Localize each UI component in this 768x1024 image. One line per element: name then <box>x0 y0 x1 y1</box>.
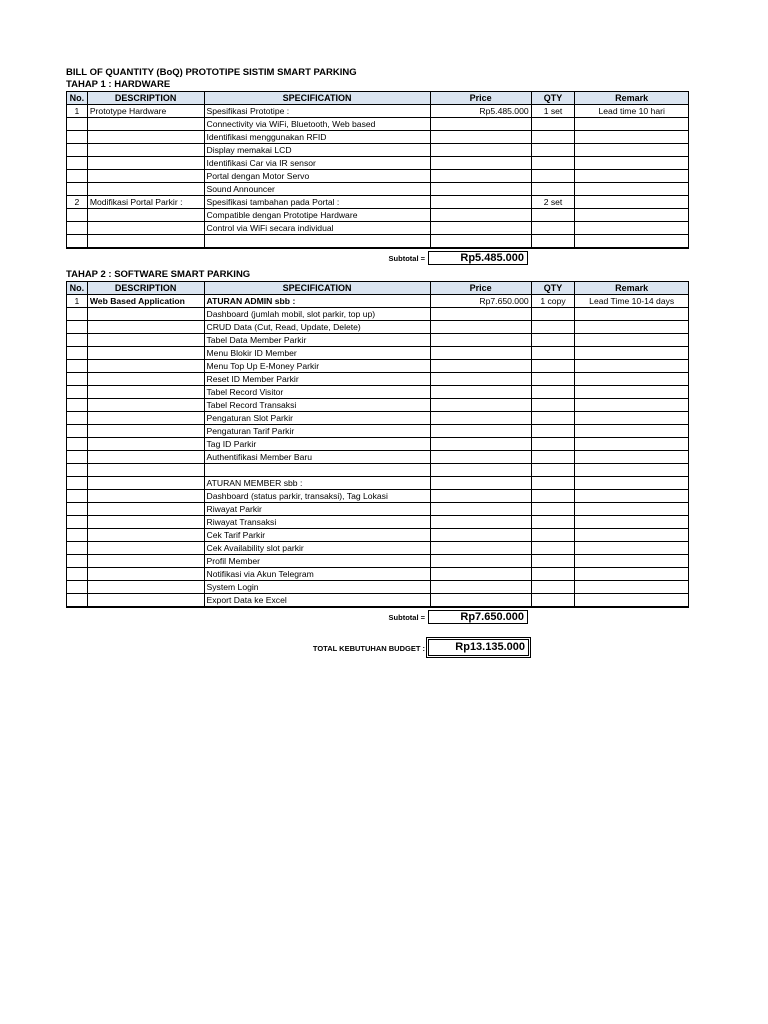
table-row <box>67 209 689 222</box>
row-qty <box>531 386 575 399</box>
row-specification <box>204 464 430 477</box>
row-number <box>67 334 88 347</box>
row-number <box>67 451 88 464</box>
row-description <box>87 438 204 451</box>
row-remark <box>575 503 689 516</box>
row-specification <box>204 235 430 249</box>
row-number <box>67 360 88 373</box>
row-qty: 2 set <box>531 196 575 209</box>
table-row <box>67 196 689 209</box>
table-row <box>67 438 689 451</box>
table-row <box>67 157 689 170</box>
subtotal-label: Subtotal = <box>388 254 425 263</box>
col-header-description: DESCRIPTION <box>87 92 204 105</box>
row-remark <box>575 347 689 360</box>
row-description <box>87 235 204 249</box>
table-row <box>67 295 689 308</box>
table-row <box>67 386 689 399</box>
row-price <box>430 157 531 170</box>
row-price <box>430 183 531 196</box>
subtotal-value: Rp7.650.000 <box>428 610 528 624</box>
table-row <box>67 118 689 131</box>
row-description <box>87 118 204 131</box>
table-row <box>67 222 689 235</box>
row-description <box>87 157 204 170</box>
row-specification: Identifikasi Car via IR sensor <box>204 157 430 170</box>
row-qty <box>531 581 575 594</box>
row-specification: CRUD Data (Cut, Read, Update, Delete) <box>204 321 430 334</box>
row-specification: System Login <box>204 581 430 594</box>
row-specification: Sound Announcer <box>204 183 430 196</box>
row-description <box>87 464 204 477</box>
total-budget <box>66 638 689 660</box>
row-specification: Pengaturan Tarif Parkir <box>204 425 430 438</box>
row-number <box>67 131 88 144</box>
row-specification: Cek Tarif Parkir <box>204 529 430 542</box>
row-qty <box>531 503 575 516</box>
stage2-rows <box>67 295 689 608</box>
row-specification: Tag ID Parkir <box>204 438 430 451</box>
row-description <box>87 308 204 321</box>
table-row <box>67 425 689 438</box>
row-specification: Riwayat Parkir <box>204 503 430 516</box>
row-number <box>67 594 88 608</box>
row-remark <box>575 321 689 334</box>
row-number <box>67 321 88 334</box>
col-header-no: No. <box>67 92 88 105</box>
table-row <box>67 321 689 334</box>
row-qty <box>531 373 575 386</box>
row-qty <box>531 438 575 451</box>
row-specification: Profil Member <box>204 555 430 568</box>
row-description <box>87 360 204 373</box>
col-header-qty: QTY <box>531 282 575 295</box>
row-price <box>430 222 531 235</box>
row-description <box>87 412 204 425</box>
row-description <box>87 477 204 490</box>
row-remark: Lead Time 10-14 days <box>575 295 689 308</box>
row-specification: Menu Blokir ID Member <box>204 347 430 360</box>
table-row <box>67 235 689 249</box>
col-header-description: DESCRIPTION <box>87 282 204 295</box>
table-row <box>67 144 689 157</box>
row-specification: Spesifikasi Prototipe : <box>204 105 430 118</box>
row-remark <box>575 209 689 222</box>
row-description <box>87 503 204 516</box>
row-remark <box>575 412 689 425</box>
row-qty <box>531 555 575 568</box>
row-description <box>87 386 204 399</box>
total-budget-label: TOTAL KEBUTUHAN BUDGET : <box>312 644 425 653</box>
row-specification: Control via WiFi secara individual <box>204 222 430 235</box>
stage1-subtotal <box>66 249 689 269</box>
row-price <box>430 516 531 529</box>
row-description <box>87 490 204 503</box>
row-price <box>430 118 531 131</box>
table-row <box>67 451 689 464</box>
row-price <box>430 490 531 503</box>
row-price <box>430 581 531 594</box>
row-specification: Pengaturan Slot Parkir <box>204 412 430 425</box>
table-header-row <box>67 92 689 105</box>
row-description <box>87 555 204 568</box>
row-qty <box>531 308 575 321</box>
col-header-price: Price <box>430 282 531 295</box>
table-row <box>67 347 689 360</box>
stage1-title: TAHAP 1 : HARDWARE <box>66 79 171 90</box>
row-number <box>67 399 88 412</box>
row-number <box>67 555 88 568</box>
row-qty <box>531 118 575 131</box>
row-number <box>67 386 88 399</box>
col-header-specification: SPECIFICATION <box>204 282 430 295</box>
row-specification: Spesifikasi tambahan pada Portal : <box>204 196 430 209</box>
row-qty <box>531 594 575 608</box>
subtotal-value: Rp5.485.000 <box>428 251 528 265</box>
row-remark <box>575 144 689 157</box>
row-remark <box>575 196 689 209</box>
row-specification: Tabel Record Visitor <box>204 386 430 399</box>
row-price <box>430 412 531 425</box>
row-price <box>430 321 531 334</box>
table-row <box>67 568 689 581</box>
table-row <box>67 516 689 529</box>
row-description <box>87 183 204 196</box>
row-specification: ATURAN ADMIN sbb : <box>204 295 430 308</box>
row-qty <box>531 183 575 196</box>
row-number: 1 <box>67 295 88 308</box>
row-qty <box>531 347 575 360</box>
row-number <box>67 118 88 131</box>
row-price <box>430 347 531 360</box>
row-remark <box>575 490 689 503</box>
table-row <box>67 131 689 144</box>
row-qty <box>531 131 575 144</box>
table-row <box>67 170 689 183</box>
table-row <box>67 477 689 490</box>
row-specification: Dashboard (jumlah mobil, slot parkir, top up) <box>204 308 430 321</box>
row-number <box>67 425 88 438</box>
row-price <box>430 477 531 490</box>
stage2-table <box>66 281 689 608</box>
row-description <box>87 399 204 412</box>
row-number <box>67 529 88 542</box>
row-description <box>87 516 204 529</box>
row-number: 2 <box>67 196 88 209</box>
stage1-table <box>66 91 689 249</box>
row-number <box>67 542 88 555</box>
row-number <box>67 503 88 516</box>
row-specification: Tabel Data Member Parkir <box>204 334 430 347</box>
row-remark <box>575 555 689 568</box>
stage1-rows <box>67 105 689 249</box>
row-price <box>430 386 531 399</box>
row-qty <box>531 529 575 542</box>
row-remark <box>575 360 689 373</box>
row-number <box>67 373 88 386</box>
row-price <box>430 196 531 209</box>
row-specification: Display memakai LCD <box>204 144 430 157</box>
row-price <box>430 451 531 464</box>
row-number <box>67 477 88 490</box>
row-specification: Connectivity via WiFi, Bluetooth, Web based <box>204 118 430 131</box>
row-number <box>67 170 88 183</box>
row-price <box>430 360 531 373</box>
table-row <box>67 594 689 608</box>
row-number <box>67 568 88 581</box>
row-remark <box>575 131 689 144</box>
row-remark <box>575 568 689 581</box>
col-header-price: Price <box>430 92 531 105</box>
row-number <box>67 209 88 222</box>
row-qty <box>531 360 575 373</box>
row-description <box>87 594 204 608</box>
row-qty: 1 set <box>531 105 575 118</box>
table-row <box>67 105 689 118</box>
row-price <box>430 438 531 451</box>
row-price <box>430 209 531 222</box>
row-description <box>87 144 204 157</box>
row-number <box>67 157 88 170</box>
row-specification: Authentifikasi Member Baru <box>204 451 430 464</box>
row-description: Modifikasi Portal Parkir : <box>87 196 204 209</box>
row-specification: Portal dengan Motor Servo <box>204 170 430 183</box>
table-row <box>67 581 689 594</box>
row-qty <box>531 516 575 529</box>
table-row <box>67 555 689 568</box>
row-qty <box>531 170 575 183</box>
row-qty <box>531 209 575 222</box>
row-remark <box>575 235 689 249</box>
row-description <box>87 131 204 144</box>
row-qty <box>531 144 575 157</box>
row-number <box>67 516 88 529</box>
row-price <box>430 235 531 249</box>
row-number <box>67 490 88 503</box>
col-header-remark: Remark <box>575 92 689 105</box>
row-remark <box>575 183 689 196</box>
row-number <box>67 222 88 235</box>
row-price <box>430 170 531 183</box>
row-number <box>67 412 88 425</box>
row-qty <box>531 542 575 555</box>
col-header-qty: QTY <box>531 92 575 105</box>
row-description <box>87 209 204 222</box>
row-qty <box>531 222 575 235</box>
row-price <box>430 373 531 386</box>
row-specification: Menu Top Up E-Money Parkir <box>204 360 430 373</box>
table-row <box>67 334 689 347</box>
col-header-no: No. <box>67 282 88 295</box>
stage2-title: TAHAP 2 : SOFTWARE SMART PARKING <box>66 269 251 280</box>
stage2-subtotal <box>66 608 689 628</box>
table-row <box>67 503 689 516</box>
row-specification: Cek Availability slot parkir <box>204 542 430 555</box>
row-specification: ATURAN MEMBER sbb : <box>204 477 430 490</box>
table-row <box>67 308 689 321</box>
row-remark <box>575 386 689 399</box>
row-price <box>430 503 531 516</box>
row-remark <box>575 425 689 438</box>
row-qty <box>531 464 575 477</box>
row-qty <box>531 568 575 581</box>
row-specification: Riwayat Transaksi <box>204 516 430 529</box>
row-price <box>430 399 531 412</box>
row-description <box>87 373 204 386</box>
row-description <box>87 451 204 464</box>
table-row <box>67 412 689 425</box>
row-price <box>430 464 531 477</box>
row-description <box>87 334 204 347</box>
row-remark <box>575 373 689 386</box>
row-description <box>87 170 204 183</box>
row-price <box>430 568 531 581</box>
row-price <box>430 555 531 568</box>
row-number <box>67 347 88 360</box>
row-qty <box>531 334 575 347</box>
table-row <box>67 183 689 196</box>
row-price <box>430 144 531 157</box>
row-description <box>87 529 204 542</box>
row-description: Prototype Hardware <box>87 105 204 118</box>
row-remark <box>575 334 689 347</box>
row-remark <box>575 581 689 594</box>
row-price <box>430 308 531 321</box>
row-specification: Identifikasi menggunakan RFID <box>204 131 430 144</box>
row-qty <box>531 425 575 438</box>
row-number <box>67 235 88 249</box>
table-row <box>67 399 689 412</box>
total-budget-value: Rp13.135.000 <box>428 639 529 656</box>
row-price: Rp7.650.000 <box>430 295 531 308</box>
row-description <box>87 425 204 438</box>
row-qty <box>531 477 575 490</box>
row-price: Rp5.485.000 <box>430 105 531 118</box>
row-number <box>67 183 88 196</box>
row-number: 1 <box>67 105 88 118</box>
boq-sheet <box>66 67 689 660</box>
table-row <box>67 464 689 477</box>
row-remark <box>575 529 689 542</box>
row-remark <box>575 118 689 131</box>
table-header-row <box>67 282 689 295</box>
row-number <box>67 581 88 594</box>
table-row <box>67 542 689 555</box>
row-remark <box>575 451 689 464</box>
row-description <box>87 568 204 581</box>
table-row <box>67 373 689 386</box>
row-price <box>430 334 531 347</box>
document-title: BILL OF QUANTITY (BoQ) PROTOTIPE SISTIM SMART PARKING <box>66 67 357 78</box>
row-specification: Compatible dengan Prototipe Hardware <box>204 209 430 222</box>
row-price <box>430 425 531 438</box>
row-remark: Lead time 10 hari <box>575 105 689 118</box>
row-remark <box>575 542 689 555</box>
row-remark <box>575 222 689 235</box>
row-qty <box>531 321 575 334</box>
row-qty <box>531 412 575 425</box>
table-row <box>67 490 689 503</box>
row-description <box>87 222 204 235</box>
row-qty <box>531 451 575 464</box>
row-remark <box>575 308 689 321</box>
row-description <box>87 542 204 555</box>
row-qty <box>531 399 575 412</box>
row-description <box>87 321 204 334</box>
row-remark <box>575 594 689 608</box>
subtotal-label: Subtotal = <box>388 613 425 622</box>
row-qty <box>531 157 575 170</box>
row-price <box>430 542 531 555</box>
row-price <box>430 131 531 144</box>
row-specification: Reset ID Member Parkir <box>204 373 430 386</box>
row-specification: Notifikasi via Akun Telegram <box>204 568 430 581</box>
row-number <box>67 438 88 451</box>
row-qty: 1 copy <box>531 295 575 308</box>
row-price <box>430 529 531 542</box>
col-header-specification: SPECIFICATION <box>204 92 430 105</box>
row-remark <box>575 399 689 412</box>
row-remark <box>575 170 689 183</box>
row-qty <box>531 235 575 249</box>
row-qty <box>531 490 575 503</box>
row-description <box>87 347 204 360</box>
row-description <box>87 581 204 594</box>
row-remark <box>575 157 689 170</box>
row-specification: Dashboard (status parkir, transaksi), Tag Lokasi <box>204 490 430 503</box>
row-remark <box>575 516 689 529</box>
row-description: Web Based Application <box>87 295 204 308</box>
row-specification: Export Data ke Excel <box>204 594 430 608</box>
col-header-remark: Remark <box>575 282 689 295</box>
row-number <box>67 308 88 321</box>
row-remark <box>575 438 689 451</box>
table-row <box>67 529 689 542</box>
row-remark <box>575 477 689 490</box>
row-price <box>430 594 531 608</box>
row-number <box>67 464 88 477</box>
table-row <box>67 360 689 373</box>
row-remark <box>575 464 689 477</box>
row-number <box>67 144 88 157</box>
row-specification: Tabel Record Transaksi <box>204 399 430 412</box>
